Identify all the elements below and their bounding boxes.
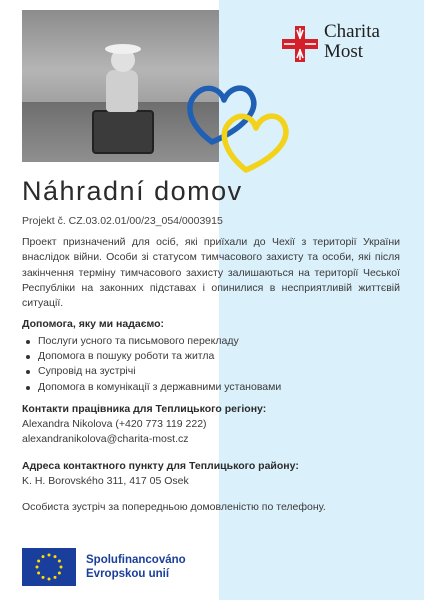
eu-star-icon [58,572,61,575]
help-heading: Допомога, яку ми надаємо: [22,318,165,330]
yellow-heart-icon [224,116,286,170]
eu-star-icon [60,566,63,569]
eu-star-icon [54,555,57,558]
bullet-icon [26,355,30,359]
bullet-icon [26,340,30,344]
eu-star-icon [48,554,51,557]
bullet-icon [26,370,30,374]
eu-line-1: Spolufinancováno [86,554,186,566]
list-item [22,349,402,364]
list-item [22,334,402,349]
child-body [106,70,138,112]
suitcase [92,110,154,154]
logo-text [324,22,414,62]
address-heading: Адреса контактного пункту для Теплицького району: [22,460,299,472]
meeting-note: Особиста зустріч за попередньою домовленістю по телефону. [22,501,326,513]
page-title: Náhradní domov [22,176,243,206]
eu-star-icon [48,578,51,581]
list-item-text: Супровід на зустрічі [38,365,136,378]
list-item [22,364,402,379]
address-line: K. H. Borovského 311, 417 05 Osek [22,475,189,487]
contact-phone[interactable]: Alexandra Nikolova (+420 773 119 222) [22,418,207,430]
list-item-text: Допомога в пошуку роботи та житла [38,350,215,363]
contact-heading: Контакти працівника для Теплицького регіону: [22,403,267,415]
list-item-text: Послуги усного та письмового перекладу [38,335,239,347]
eu-star-icon [36,566,39,569]
eu-text [86,553,276,581]
eu-cofinancing-badge [22,548,282,588]
eu-line-2: Evropskou unií [86,568,170,580]
eu-star-icon [42,555,45,558]
eu-star-icon [54,576,57,579]
logo-line-2: Most [324,41,364,62]
charita-cross-icon [282,26,318,62]
eu-star-icon [37,560,40,563]
child-hat [105,44,141,54]
help-list [22,334,402,395]
bullet-icon [26,386,30,390]
contact-email[interactable]: alexandranikolova@charita-most.cz [22,433,189,445]
eu-star-icon [42,576,45,579]
eu-star-icon [37,572,40,575]
eu-star-icon [58,560,61,563]
charita-most-logo [282,22,412,66]
list-item [22,380,402,395]
ukraine-hearts-icon [182,70,292,176]
intro-paragraph: Проект призначений для осіб, які приїхали до Чехії з території України внаслідок війни. Особи зі статусом тимчасового захисту та особи, які після закінчення терміну тимчасового захисту залишаються на території Чеської Республіки на законних підставах і опинилися в несприятливій життєвій ситуації. [22,236,400,310]
eu-flag-icon [22,548,76,586]
logo-line-1: Charita [324,21,380,42]
project-number: Projekt č. CZ.03.02.01/00/23_054/0003915 [22,215,223,227]
list-item-text: Допомога в комунікації з державними установами [38,380,282,393]
